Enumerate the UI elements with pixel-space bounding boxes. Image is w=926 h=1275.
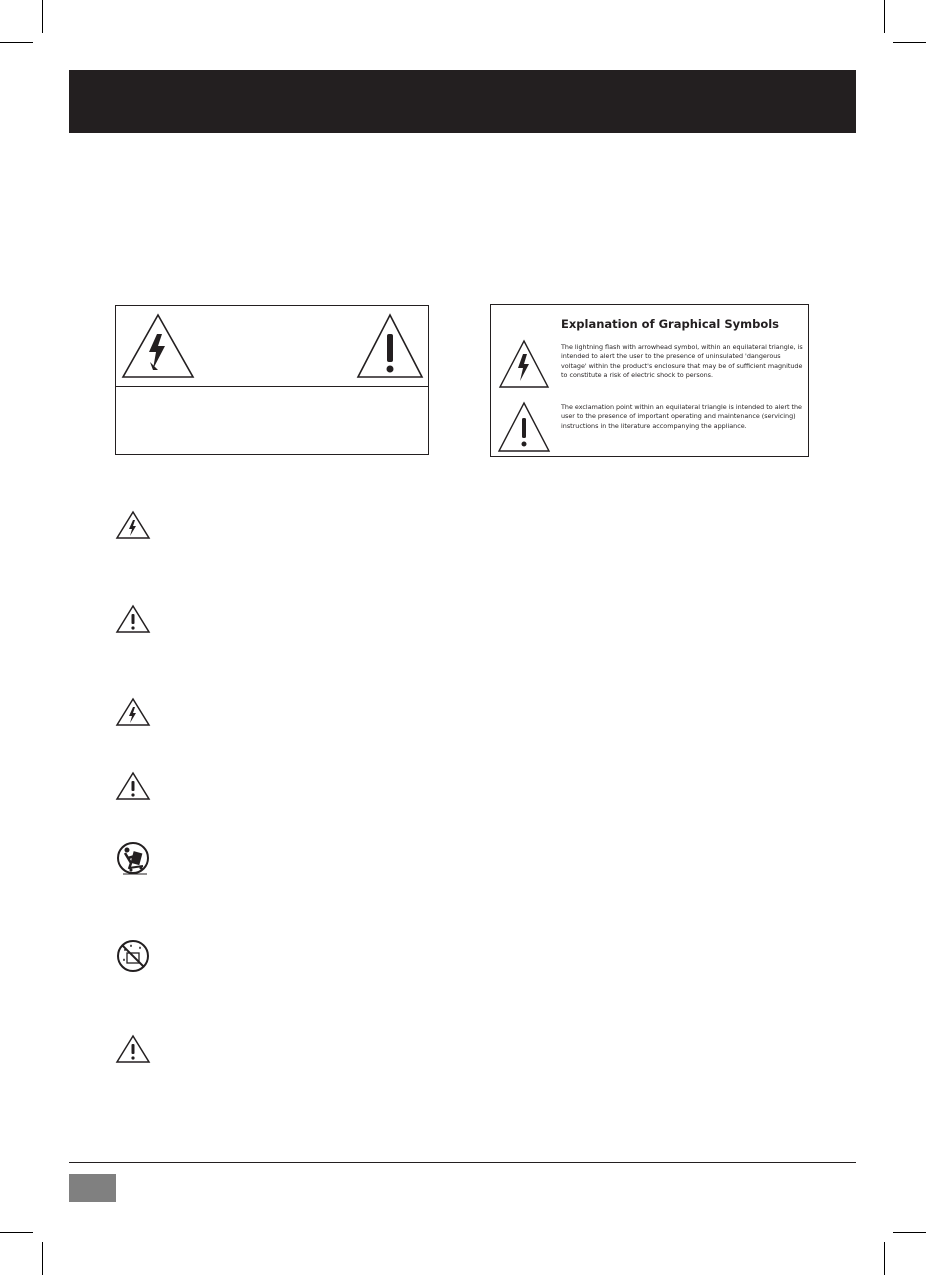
no-water-icon (115, 938, 151, 978)
crop-mark (884, 0, 885, 33)
symbols-title: Explanation of Graphical Symbols (561, 317, 780, 331)
exclamation-warning-icon (355, 312, 425, 384)
header-bar (69, 70, 856, 133)
crop-mark (893, 42, 926, 43)
exclamation-warning-icon (115, 771, 151, 805)
lightning-explanation: The lightning flash with arrowhead symbol, within an equilateral triangle, is intended to alert the user to the presence of uninsulated 'dangerous voltage' within the product's enclosure that may be of sufficient magnitude to constitute a risk of electric shock to persons. (561, 343, 803, 380)
crop-mark (893, 1232, 926, 1233)
caution-divider (116, 386, 428, 387)
lightning-warning-icon (115, 697, 151, 731)
lightning-warning-icon (115, 510, 151, 544)
exclamation-warning-icon (497, 401, 551, 457)
crop-mark (884, 1242, 885, 1275)
crop-mark (42, 1242, 43, 1275)
exclamation-explanation: The exclamation point within an equilateral triangle is intended to alert the user to the presence of important operating and maintenance (servicing) instructions in the literature accompanying the appliance. (561, 403, 802, 430)
caution-label-box (115, 305, 429, 455)
lightning-warning-icon (120, 312, 196, 384)
crop-mark (0, 42, 33, 43)
exclamation-warning-icon (115, 604, 151, 638)
cart-tip-over-icon (115, 841, 151, 881)
footer-rule (69, 1162, 856, 1163)
crop-mark (0, 1232, 33, 1233)
exclamation-warning-icon (115, 1034, 151, 1068)
lightning-warning-icon (498, 339, 550, 393)
crop-mark (42, 0, 43, 33)
page-number-tab (69, 1174, 116, 1202)
graphical-symbols-box (490, 304, 809, 457)
